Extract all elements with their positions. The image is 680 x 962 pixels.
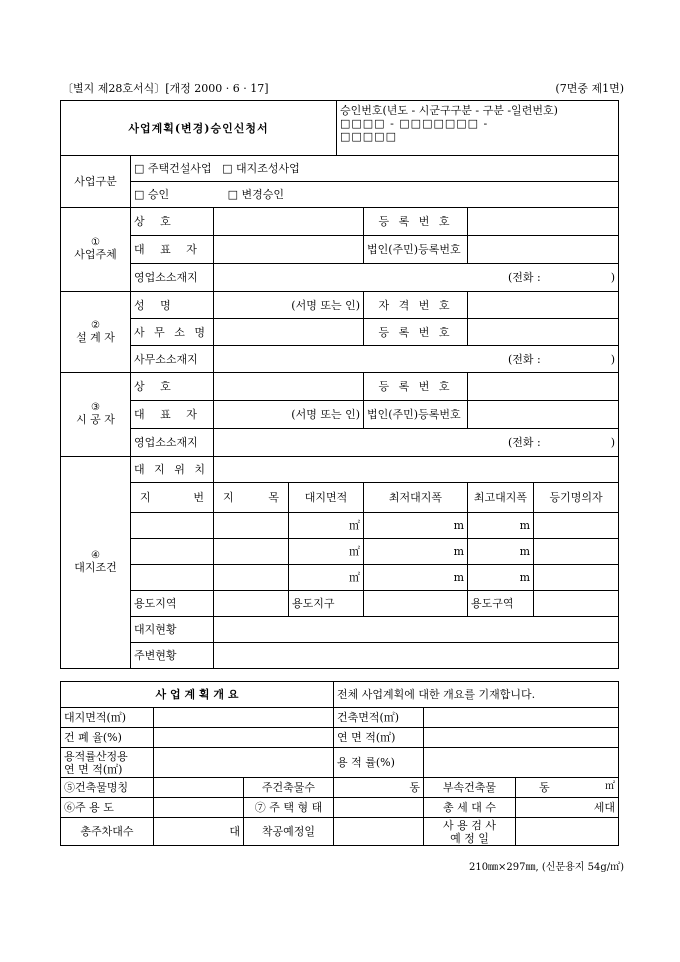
entity-address-field[interactable]: (전화 : ) bbox=[214, 264, 619, 292]
contractor-reg-no-label: 등 록 번 호 bbox=[364, 373, 468, 401]
summary-table bbox=[60, 681, 619, 846]
approval-number-boxes-1: □□□□ - □□□□□□□ - bbox=[340, 117, 489, 130]
contractor-trade-name-field[interactable] bbox=[214, 373, 364, 401]
registrant-header: 등기명의자 bbox=[534, 483, 619, 513]
summary-site-area-label: 대지면적(㎡) bbox=[61, 708, 154, 728]
land-category-field[interactable] bbox=[214, 513, 289, 539]
title-table bbox=[60, 100, 619, 156]
entity-corp-reg-no-field[interactable] bbox=[468, 236, 619, 264]
entity-representative-label: 대 표 자 bbox=[131, 236, 214, 264]
lot-number-header: 지 번 bbox=[131, 483, 214, 513]
business-type-row-2 bbox=[131, 182, 619, 208]
contractor-phone-label: (전화 : bbox=[507, 436, 541, 449]
households-field[interactable]: 세대 bbox=[516, 798, 619, 818]
page-info: (7면중 제1면) bbox=[555, 82, 624, 95]
parking-label: 총주차대수 bbox=[61, 818, 154, 846]
summary-site-area-field[interactable] bbox=[154, 708, 334, 728]
site-section bbox=[61, 457, 131, 669]
contractor-label: 시 공 자 bbox=[76, 413, 115, 426]
lot-number-field[interactable] bbox=[131, 513, 214, 539]
site-number: ④ bbox=[91, 550, 100, 561]
summary-far-floor-area-label: 용적률산정용 연 면 적(㎡) bbox=[61, 748, 154, 778]
entity-reg-no-field[interactable] bbox=[468, 208, 619, 236]
summary-far-field[interactable] bbox=[424, 748, 619, 778]
designer-address-field[interactable]: (전화 : ) bbox=[214, 346, 619, 373]
max-width-field[interactable]: m bbox=[468, 565, 534, 591]
summary-coverage-field[interactable] bbox=[154, 728, 334, 748]
min-width-field[interactable]: m bbox=[364, 539, 468, 565]
lot-number-field[interactable] bbox=[131, 565, 214, 591]
surroundings-label: 주변현황 bbox=[131, 643, 214, 669]
contractor-address-field[interactable]: (전화 : ) bbox=[214, 429, 619, 457]
inspection-date-label: 사 용 검 사 예 정 일 bbox=[424, 818, 516, 846]
site-status-label: 대지현황 bbox=[131, 617, 214, 643]
designer-name-field[interactable] bbox=[214, 292, 364, 319]
designer-section bbox=[61, 292, 131, 373]
designer-address-label: 사무소소재지 bbox=[131, 346, 214, 373]
designer-office-field[interactable] bbox=[214, 319, 364, 346]
approval-number-boxes-2: □□□□□ bbox=[340, 130, 397, 143]
site-location-field[interactable] bbox=[214, 457, 619, 483]
checkbox-site-development[interactable]: □ 대지조성사업 bbox=[222, 162, 300, 175]
use-zone-label: 용도지역 bbox=[131, 591, 214, 617]
contractor-representative-field[interactable] bbox=[214, 401, 364, 429]
use-area-field[interactable] bbox=[534, 591, 619, 617]
designer-number: ② bbox=[91, 319, 100, 331]
form-reference: 〔별지 제28호서식〕[개정 2000 · 6 · 17] bbox=[62, 82, 269, 95]
building-name-label: ⑤건축물명칭 bbox=[61, 778, 154, 798]
main-use-field[interactable] bbox=[154, 798, 244, 818]
checkbox-housing-construction[interactable]: □ 주택건설사업 bbox=[134, 162, 212, 175]
paper-spec-footer: 210㎜×297㎜, (신문용지 54g/㎡) bbox=[468, 862, 624, 873]
site-area-field[interactable]: ㎡ bbox=[289, 513, 364, 539]
contractor-number: ③ bbox=[91, 402, 100, 413]
contractor-reg-no-field[interactable] bbox=[468, 373, 619, 401]
site-row bbox=[61, 513, 619, 539]
start-date-field[interactable] bbox=[334, 818, 424, 846]
contractor-corp-reg-no-label: 법인(주민)등록번호 bbox=[364, 401, 468, 429]
site-area-header: 대지면적 bbox=[289, 483, 364, 513]
business-type-label: 사업구분 bbox=[61, 156, 131, 208]
use-district-label: 용도지구 bbox=[289, 591, 364, 617]
contractor-trade-name-label: 상 호 bbox=[131, 373, 214, 401]
summary-floor-area-label: 연 면 적(㎡) bbox=[334, 728, 424, 748]
designer-office-label: 사 무 소 명 bbox=[131, 319, 214, 346]
min-width-header: 최저대지폭 bbox=[364, 483, 468, 513]
form-title: 사업계획(변경)승인신청서 bbox=[61, 101, 337, 156]
main-form-table bbox=[60, 155, 619, 669]
entity-number: ① bbox=[91, 237, 100, 248]
business-type-row-1 bbox=[131, 156, 619, 182]
land-category-header: 지 목 bbox=[214, 483, 289, 513]
use-zone-field[interactable] bbox=[214, 591, 289, 617]
contractor-address-label: 영업소소재지 bbox=[131, 429, 214, 457]
summary-floor-area-field[interactable] bbox=[424, 728, 619, 748]
registrant-field[interactable] bbox=[534, 565, 619, 591]
entity-label: 사업주체 bbox=[74, 248, 117, 261]
designer-reg-no-label: 등 록 번 호 bbox=[364, 319, 468, 346]
summary-coverage-label: 건 폐 율(%) bbox=[61, 728, 154, 748]
main-building-count-field[interactable]: 동 bbox=[334, 778, 424, 798]
business-entity-section bbox=[61, 208, 131, 292]
contractor-corp-reg-no-field[interactable] bbox=[468, 401, 619, 429]
checkbox-approval[interactable]: □ 승인 bbox=[134, 188, 170, 201]
site-area-field[interactable]: ㎡ bbox=[289, 539, 364, 565]
approval-number-label: 승인번호(년도 - 시군구구분 - 구분 -일련번호) bbox=[340, 104, 558, 117]
max-width-header: 최고대지폭 bbox=[468, 483, 534, 513]
designer-name-label: 성 명 bbox=[131, 292, 214, 319]
summary-note: 전체 사업계획에 대한 개요를 기재합니다. bbox=[334, 682, 619, 708]
min-width-field[interactable]: m bbox=[364, 565, 468, 591]
designer-sign-note: (서명 또는 인) bbox=[291, 298, 360, 312]
inspection-date-field[interactable] bbox=[516, 818, 619, 846]
summary-far-floor-area-field[interactable] bbox=[154, 748, 334, 778]
designer-label: 설 계 자 bbox=[76, 330, 115, 344]
designer-qual-no-label: 자 격 번 호 bbox=[364, 292, 468, 319]
summary-building-area-field[interactable] bbox=[424, 708, 619, 728]
designer-phone-label: (전화 : bbox=[507, 352, 541, 366]
housing-type-field[interactable] bbox=[334, 798, 424, 818]
designer-qual-no-field[interactable] bbox=[468, 292, 619, 319]
contractor-section bbox=[61, 373, 131, 457]
parking-field[interactable]: 대 bbox=[154, 818, 244, 846]
annex-building-label: 부속건축물 bbox=[424, 778, 516, 798]
housing-type-label: ⑦ 주 택 형 태 bbox=[244, 798, 334, 818]
site-label: 대지조건 bbox=[74, 561, 117, 574]
site-location-label: 대 지 위 치 bbox=[131, 457, 214, 483]
site-area-field[interactable]: ㎡ bbox=[289, 565, 364, 591]
entity-trade-name-label: 상 호 bbox=[131, 208, 214, 236]
start-date-label: 착공예정일 bbox=[244, 818, 334, 846]
summary-far-label: 용 적 률(%) bbox=[334, 748, 424, 778]
entity-phone-label: (전화 : bbox=[507, 271, 541, 284]
contractor-representative-label: 대 표 자 bbox=[131, 401, 214, 429]
summary-heading: 사 업 계 획 개 요 bbox=[61, 682, 334, 708]
site-row bbox=[61, 539, 619, 565]
use-area-label: 용도구역 bbox=[468, 591, 534, 617]
checkbox-change-approval[interactable]: □ 변경승인 bbox=[227, 188, 285, 201]
summary-building-area-label: 건축면적(㎡) bbox=[334, 708, 424, 728]
max-width-field[interactable]: m bbox=[468, 513, 534, 539]
approval-number-cell[interactable] bbox=[337, 101, 619, 156]
households-label: 총 세 대 수 bbox=[424, 798, 516, 818]
use-district-field[interactable] bbox=[364, 591, 468, 617]
land-category-field[interactable] bbox=[214, 539, 289, 565]
entity-address-label: 영업소소재지 bbox=[131, 264, 214, 292]
entity-trade-name-field[interactable] bbox=[214, 208, 364, 236]
surroundings-field[interactable] bbox=[214, 643, 619, 669]
entity-reg-no-label: 등 록 번 호 bbox=[364, 208, 468, 236]
entity-corp-reg-no-label: 법인(주민)등록번호 bbox=[364, 236, 468, 264]
registrant-field[interactable] bbox=[534, 513, 619, 539]
main-building-count-label: 주건축물수 bbox=[244, 778, 334, 798]
max-width-field[interactable]: m bbox=[468, 539, 534, 565]
building-name-field[interactable] bbox=[154, 778, 244, 798]
designer-reg-no-field[interactable] bbox=[468, 319, 619, 346]
site-status-field[interactable] bbox=[214, 617, 619, 643]
min-width-field[interactable]: m bbox=[364, 513, 468, 539]
land-category-field[interactable] bbox=[214, 565, 289, 591]
annex-building-field[interactable]: 동 ㎡ bbox=[516, 778, 619, 798]
contractor-sign-note: (서명 또는 인) bbox=[291, 408, 360, 421]
entity-representative-field[interactable] bbox=[214, 236, 364, 264]
lot-number-field[interactable] bbox=[131, 539, 214, 565]
site-row bbox=[61, 565, 619, 591]
main-use-label: ⑥주 용 도 bbox=[61, 798, 154, 818]
registrant-field[interactable] bbox=[534, 539, 619, 565]
